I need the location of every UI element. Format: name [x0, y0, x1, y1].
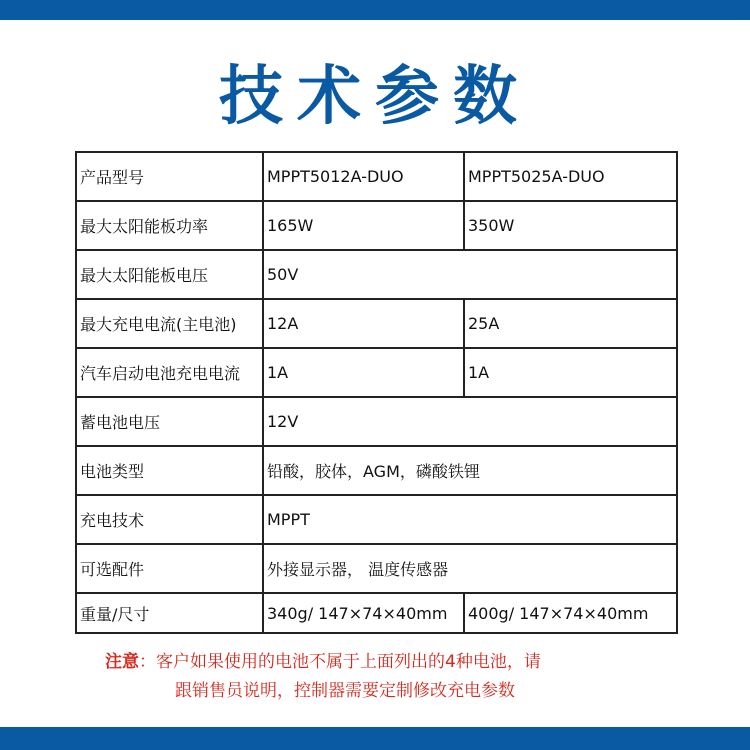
row-label: 可选配件	[76, 544, 263, 593]
note-line-2: 跟销售员说明，控制器需要定制修改充电参数	[175, 681, 515, 701]
row-value: 12A	[263, 299, 464, 348]
row-label: 汽车启动电池充电电流	[76, 348, 263, 397]
row-value: 外接显示器， 温度传感器	[263, 544, 677, 593]
row-value: 165W	[263, 201, 464, 250]
table-row	[76, 544, 677, 593]
row-label: 产品型号	[76, 152, 263, 201]
row-value: MPPT5025A-DUO	[464, 152, 677, 201]
row-value: 400g/ 147×74×40mm	[464, 593, 677, 633]
row-value: 铅酸，胶体，AGM，磷酸铁锂	[263, 446, 677, 495]
table-row	[76, 152, 677, 201]
row-label: 电池类型	[76, 446, 263, 495]
table-row	[76, 250, 677, 299]
row-label: 充电技术	[76, 495, 263, 544]
note-text-1: 客户如果使用的电池不属于上面列出的4种电池，请	[156, 652, 541, 672]
spec-table	[75, 151, 678, 634]
row-value: 25A	[464, 299, 677, 348]
row-value: 1A	[263, 348, 464, 397]
bottom-banner-bar	[0, 727, 750, 750]
table-row	[76, 446, 677, 495]
note-block	[105, 648, 685, 706]
note-label: 注意	[105, 652, 139, 672]
row-label: 最大太阳能板电压	[76, 250, 263, 299]
row-value: 1A	[464, 348, 677, 397]
table-row	[76, 495, 677, 544]
note-line-1	[105, 648, 685, 677]
top-banner-bar	[0, 0, 750, 20]
row-label: 蓄电池电压	[76, 397, 263, 446]
row-value: MPPT	[263, 495, 677, 544]
row-label: 最大充电电流(主电池)	[76, 299, 263, 348]
row-label: 最大太阳能板功率	[76, 201, 263, 250]
table-row	[76, 348, 677, 397]
row-label: 重量/尺寸	[76, 593, 263, 633]
row-value: 340g/ 147×74×40mm	[263, 593, 464, 633]
row-value: 50V	[263, 250, 677, 299]
row-value: 12V	[263, 397, 677, 446]
row-value: MPPT5012A-DUO	[263, 152, 464, 201]
table-row	[76, 397, 677, 446]
table-row	[76, 593, 677, 633]
row-value: 350W	[464, 201, 677, 250]
table-row	[76, 201, 677, 250]
page-title: 技术参数	[219, 60, 531, 134]
table-row	[76, 299, 677, 348]
note-separator: ：	[139, 652, 156, 672]
